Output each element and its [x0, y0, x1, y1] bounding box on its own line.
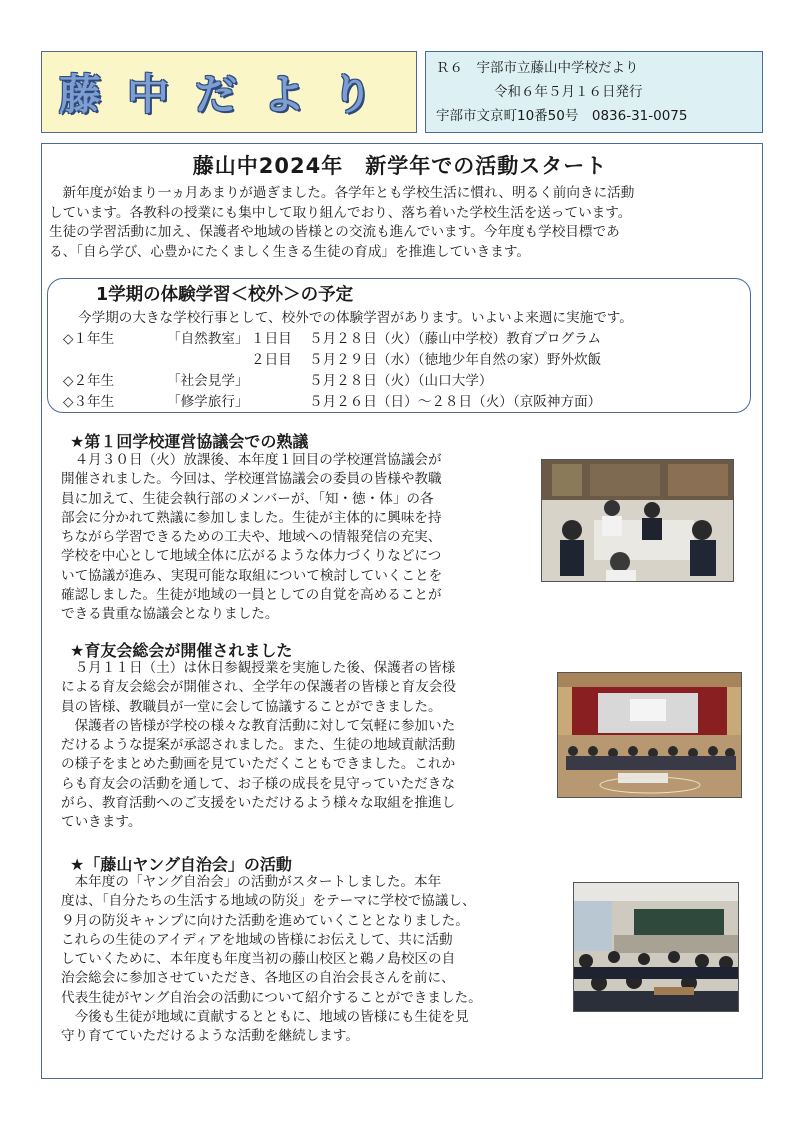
article-line: ４月３０日（火）放課後、本年度１回目の学校運営協議会が	[61, 452, 442, 468]
schedule-day: ２日目	[251, 352, 292, 368]
article-line: らも育友会の活動を通して、お子様の成長を見守っていただきな	[61, 775, 455, 792]
article-line: 今後も生徒が地域に貢献するとともに、地域の皆様にも生徒を見	[61, 1009, 469, 1026]
article-line: の様子をまとめた動画を見ていただくこともできました。これか	[61, 756, 456, 773]
newsletter-title: 藤中だより	[58, 70, 399, 119]
article-line: 員に加えて、生徒会執行部のメンバーが、「知・徳・体」の各	[61, 490, 434, 507]
article-line: ５月１１日（土）は休日参観授業を実施した後、保護者の皆様	[61, 660, 456, 676]
intro-line: しています。各教科の授業にも集中して取り組んでおり、落ち着いた学校生活を送っています。	[49, 204, 632, 221]
schedule-day: １日目	[251, 331, 292, 347]
newsletter-title-box	[41, 51, 417, 133]
intro-line: る、「自ら学び、心豊かにたくましく生きる生徒の育成」を推進していきます。	[49, 243, 530, 260]
schedule-grade: ◇３年生	[63, 394, 115, 410]
article-body-young-council	[61, 873, 482, 1047]
article-title-council: ★第１回学校運営協議会での熟議	[70, 432, 309, 451]
schedule-event: 「社会見学」	[167, 373, 249, 389]
schedule-date: ５月２８日（火）（藤山中学校）教育プログラム	[309, 331, 602, 347]
article-line: 部会に分かれて熟議に参加しました。生徒が主体的に興味を持	[61, 509, 442, 526]
schedule-lead: 今学期の大きな学校行事として、校外での体験学習があります。いよいよ来週に実施です。	[78, 310, 633, 326]
article-line: 本年度の「ヤング自治会」の活動がスタートしました。本年	[61, 874, 442, 890]
article-line: できる貴重な協議会となりました。	[61, 606, 279, 623]
schedule-event: 「修学旅行」	[167, 394, 249, 410]
article-line: 治会総会に参加させていただき、各地区の自治会長さんを前に、	[61, 970, 455, 987]
article-line: 開催されました。今回は、学校運営協議会の委員の皆様や教職	[61, 471, 442, 488]
article-line: 保護者の皆様が学校の様々な教育活動に対して気軽に参加いた	[61, 717, 456, 734]
publication-line-address: 宇部市文京町10番50号 0836-31-0075	[436, 108, 688, 124]
council-meeting-photo	[541, 459, 734, 582]
article-line: がら、教育活動へのご支援をいただけるよう様々な取組を推進し	[61, 795, 456, 812]
article-line: 確認しました。生徒が地域の一員としての自覚を高めることが	[61, 587, 442, 604]
article-line: 度は、「自分たちの生活する地域の防災」をテーマに学校で協議し、	[61, 893, 476, 910]
schedule-date: ５月２８日（火）（山口大学）	[309, 373, 493, 389]
article-line: これらの生徒のアイディアを地域の皆様にお伝えして、共に活動	[61, 931, 453, 948]
schedule-grade: ◇１年生	[63, 331, 115, 347]
intro-paragraph	[49, 184, 757, 262]
article-title-pta: ★育友会総会が開催されました	[70, 641, 293, 660]
article-line: 代表生徒がヤング自治会の活動について紹介することができました。	[61, 989, 482, 1006]
schedule-date: ５月２６日（日）～２８日（火）（京阪神方面）	[309, 394, 602, 410]
article-line: 守り育てていただけるような活動を継続します。	[61, 1028, 359, 1045]
intro-line: 新年度が始まり一ヵ月あまりが過ぎました。各学年とも学校生活に慣れ、明るく前向きに活動	[49, 185, 635, 201]
article-line: ちながら学習できるための工夫や、地域への情報発信の充実、	[61, 529, 442, 546]
schedule-grade: ◇２年生	[63, 373, 115, 389]
schedule-event: 「自然教室」	[167, 331, 249, 347]
article-title-young-council: ★「藤山ヤング自治会」の活動	[70, 855, 292, 874]
article-line: ９月の防災キャンプに向けた活動を進めていくこととなりました。	[61, 912, 469, 929]
publication-line-school: Ｒ６ 宇部市立藤山中学校だより	[436, 60, 639, 76]
young-council-photo	[573, 882, 739, 1012]
article-line: 学校を中心として地域全体に広がるような体力づくりなどにつ	[61, 548, 442, 565]
page-headline: 藤山中2024年 新学年での活動スタート	[192, 154, 608, 178]
article-line: による育友会総会が開催され、全学年の保護者の皆様と育友会役	[61, 679, 457, 696]
article-line: していくために、本年度も年度当初の藤山校区と鵜ノ島校区の自	[61, 951, 456, 968]
pta-meeting-photo	[557, 672, 742, 798]
schedule-date: ５月２９日（水）（徳地少年自然の家）野外炊飯	[309, 352, 602, 368]
publication-line-date: 令和６年５月１６日発行	[494, 84, 643, 100]
article-line: 員の皆様、教職員が一堂に会して協議することができました。	[61, 698, 442, 715]
article-line: だけるような提案が承認されました。また、生徒の地域貢献活動	[61, 737, 456, 754]
article-line: ていきます。	[61, 814, 142, 831]
article-line: いて協議が進み、実現可能な取組について検討していくことを	[61, 567, 443, 584]
schedule-title: 1学期の体験学習＜校外＞の予定	[96, 285, 354, 305]
intro-line: 生徒の学習活動に加え、保護者や地域の皆様との交流も進んでいます。今年度も学校目標であ	[49, 224, 620, 240]
article-body-pta	[61, 659, 456, 833]
article-body-council	[61, 451, 442, 625]
publication-info-box	[425, 51, 763, 133]
